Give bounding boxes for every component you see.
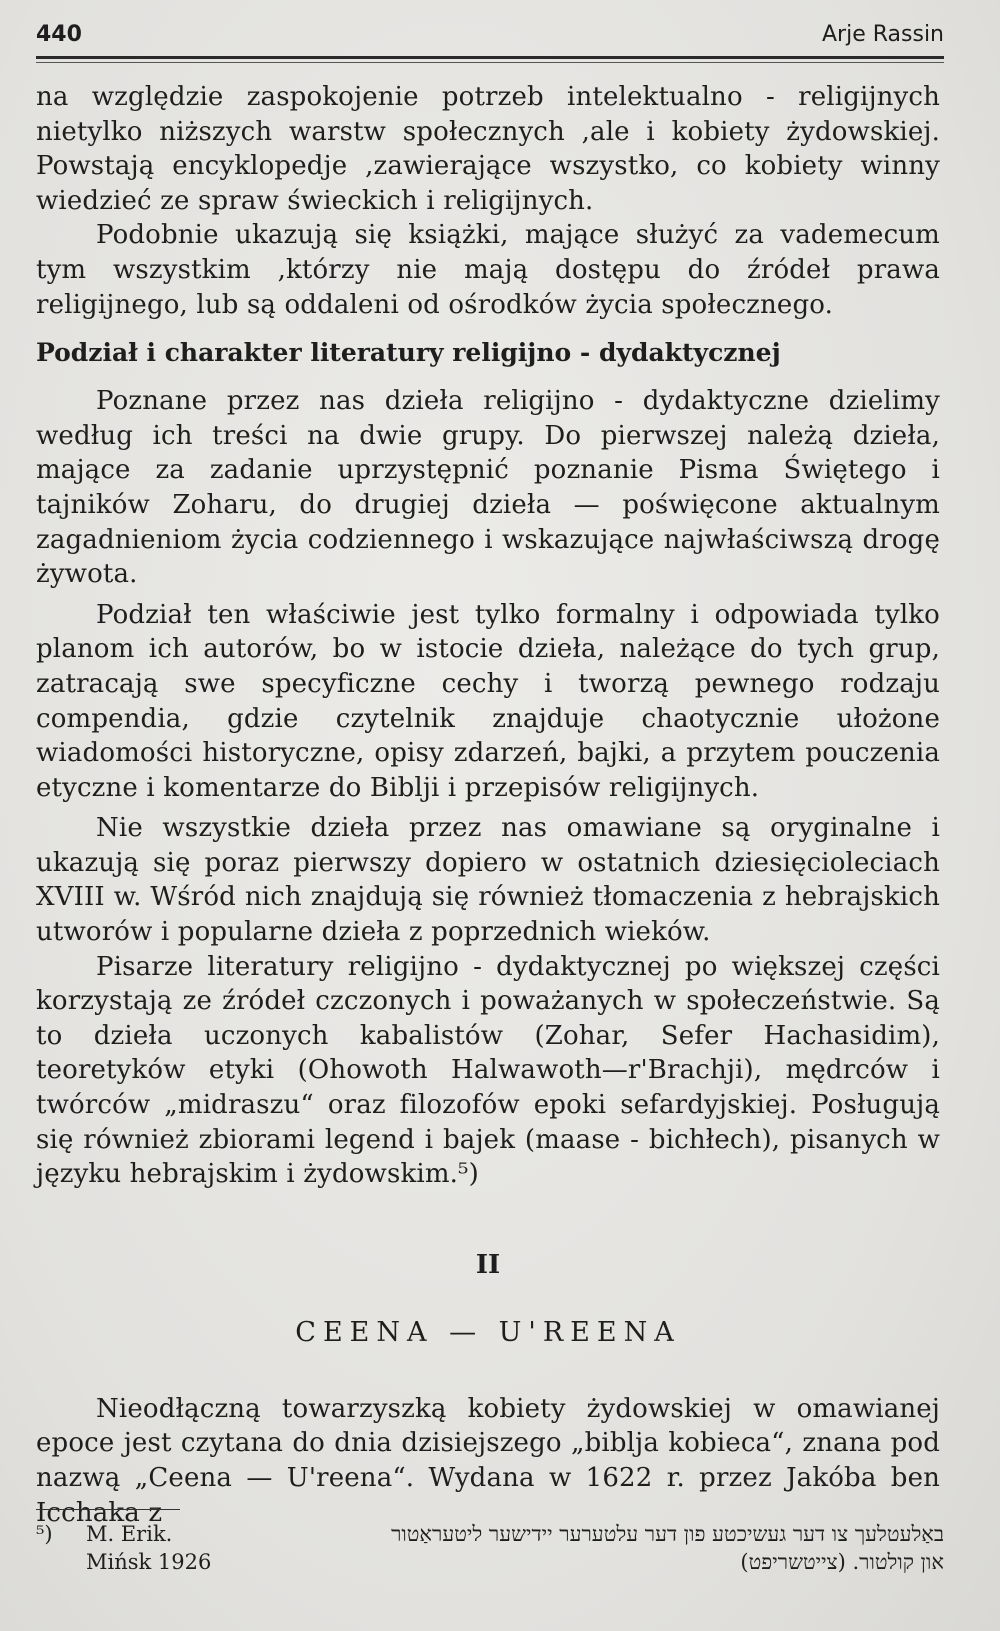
- header-rule-thin: [36, 62, 944, 63]
- page-header: [36, 18, 944, 58]
- footnote-yiddish-subtitle: און קולטור. (צייטשריפט): [740, 1550, 944, 1574]
- page-number: 440: [36, 22, 82, 47]
- paragraph: na względzie zaspokojenie potrzeb intelektualno - religijnych nietylko niższych warstw społecznych ,ale i kobiety żydowskiej. Powstają encyklopedje ,zawierające wszystko, co kobiety winny wiedzieć ze spraw świeckich i religijnych.: [36, 82, 940, 216]
- footnote-rule: [36, 1509, 180, 1510]
- paragraph: Podobnie ukazują się książki, mające służyć za vademecum tym wszystkim ,którzy nie mają dostępu do źródeł prawa religijnego, lub są oddaleni od ośrodków życia społecznego.: [36, 220, 940, 320]
- section-heading: Podział i charakter literatury religijno - dydaktycznej: [36, 338, 781, 368]
- running-head: Arje Rassin: [822, 22, 944, 47]
- chapter-number: II: [475, 1249, 501, 1280]
- paragraph: Nieodłączną towarzyszką kobiety żydowskiej w omawianej epoce jest czytana do dnia dzisiejszego „biblja kobieca“, znana pod nazwą „Ceena — U'reena“. Wydana w 1622 r. przez Jakóba ben Icchaka z: [36, 1393, 940, 1528]
- header-rule: [36, 56, 944, 59]
- footnote-author: M. Erik.: [86, 1522, 173, 1546]
- paragraph: Pisarze literatury religijno - dydaktycznej po większej części korzystają ze źródeł czczonych i poważanych w społeczeństwie. Są to dzieła uczonych kabalistów (Zohar, Sefer Hachasidim), teoretyków etyki (Ohowoth Halwawoth—r'Brachji), mędrców i twórców „midraszu“ oraz filozofów epoki sefardyjskiej. Posługują się również zbiorami legend i bajek (maase - bichłech), pisanych w języku hebrajskim i żydowskim.⁵): [36, 951, 940, 1190]
- paragraph: Nie wszystkie dzieła przez nas omawiane są oryginalne i ukazują się poraz pierwszy dopiero w ostatnich dziesięcioleciach XVIII w. Wśród nich znajdują się również tłomaczenia z hebrajskich utworów i popularne dzieła z poprzednich wieków.: [36, 813, 940, 948]
- footnote-place-year: Mińsk 1926: [86, 1550, 212, 1574]
- page-body: [36, 80, 940, 1530]
- paragraph: Poznane przez nas dzieła religijno - dydaktyczne dzielimy według ich treści na dwie grupy. Do pierwszej należą dzieła, mające za zadanie uprzystępnić poznanie Pisma Świętego i tajników Zoharu, do drugiej dzieła — poświęcone aktualnym zagadnieniom życia codziennego i wskazujące najwłaściwszą drogę żywota.: [36, 386, 940, 590]
- footnote-marker: ⁵): [36, 1522, 53, 1546]
- chapter-title: CEENA — U'REENA: [295, 1316, 681, 1348]
- paragraph: Podział ten właściwie jest tylko formalny i odpowiada tylko planom ich autorów, bo w istocie dzieła, należące do tych grup, zatracają swe specyficzne cechy i tworzą pewnego rodzaju compendia, gdzie czytelnik znajduje chaotycznie ułożone wiadomości historyczne, opisy zdarzeń, bajki, a przytem pouczenia etyczne i komentarze do Biblji i przepisów religijnych.: [36, 599, 940, 803]
- footnote: [36, 1520, 944, 1576]
- footnote-yiddish-title: באַלעטלעך צו דער געשיכטע פון דער עלטערער יידישער ליטעראַטור: [391, 1522, 944, 1546]
